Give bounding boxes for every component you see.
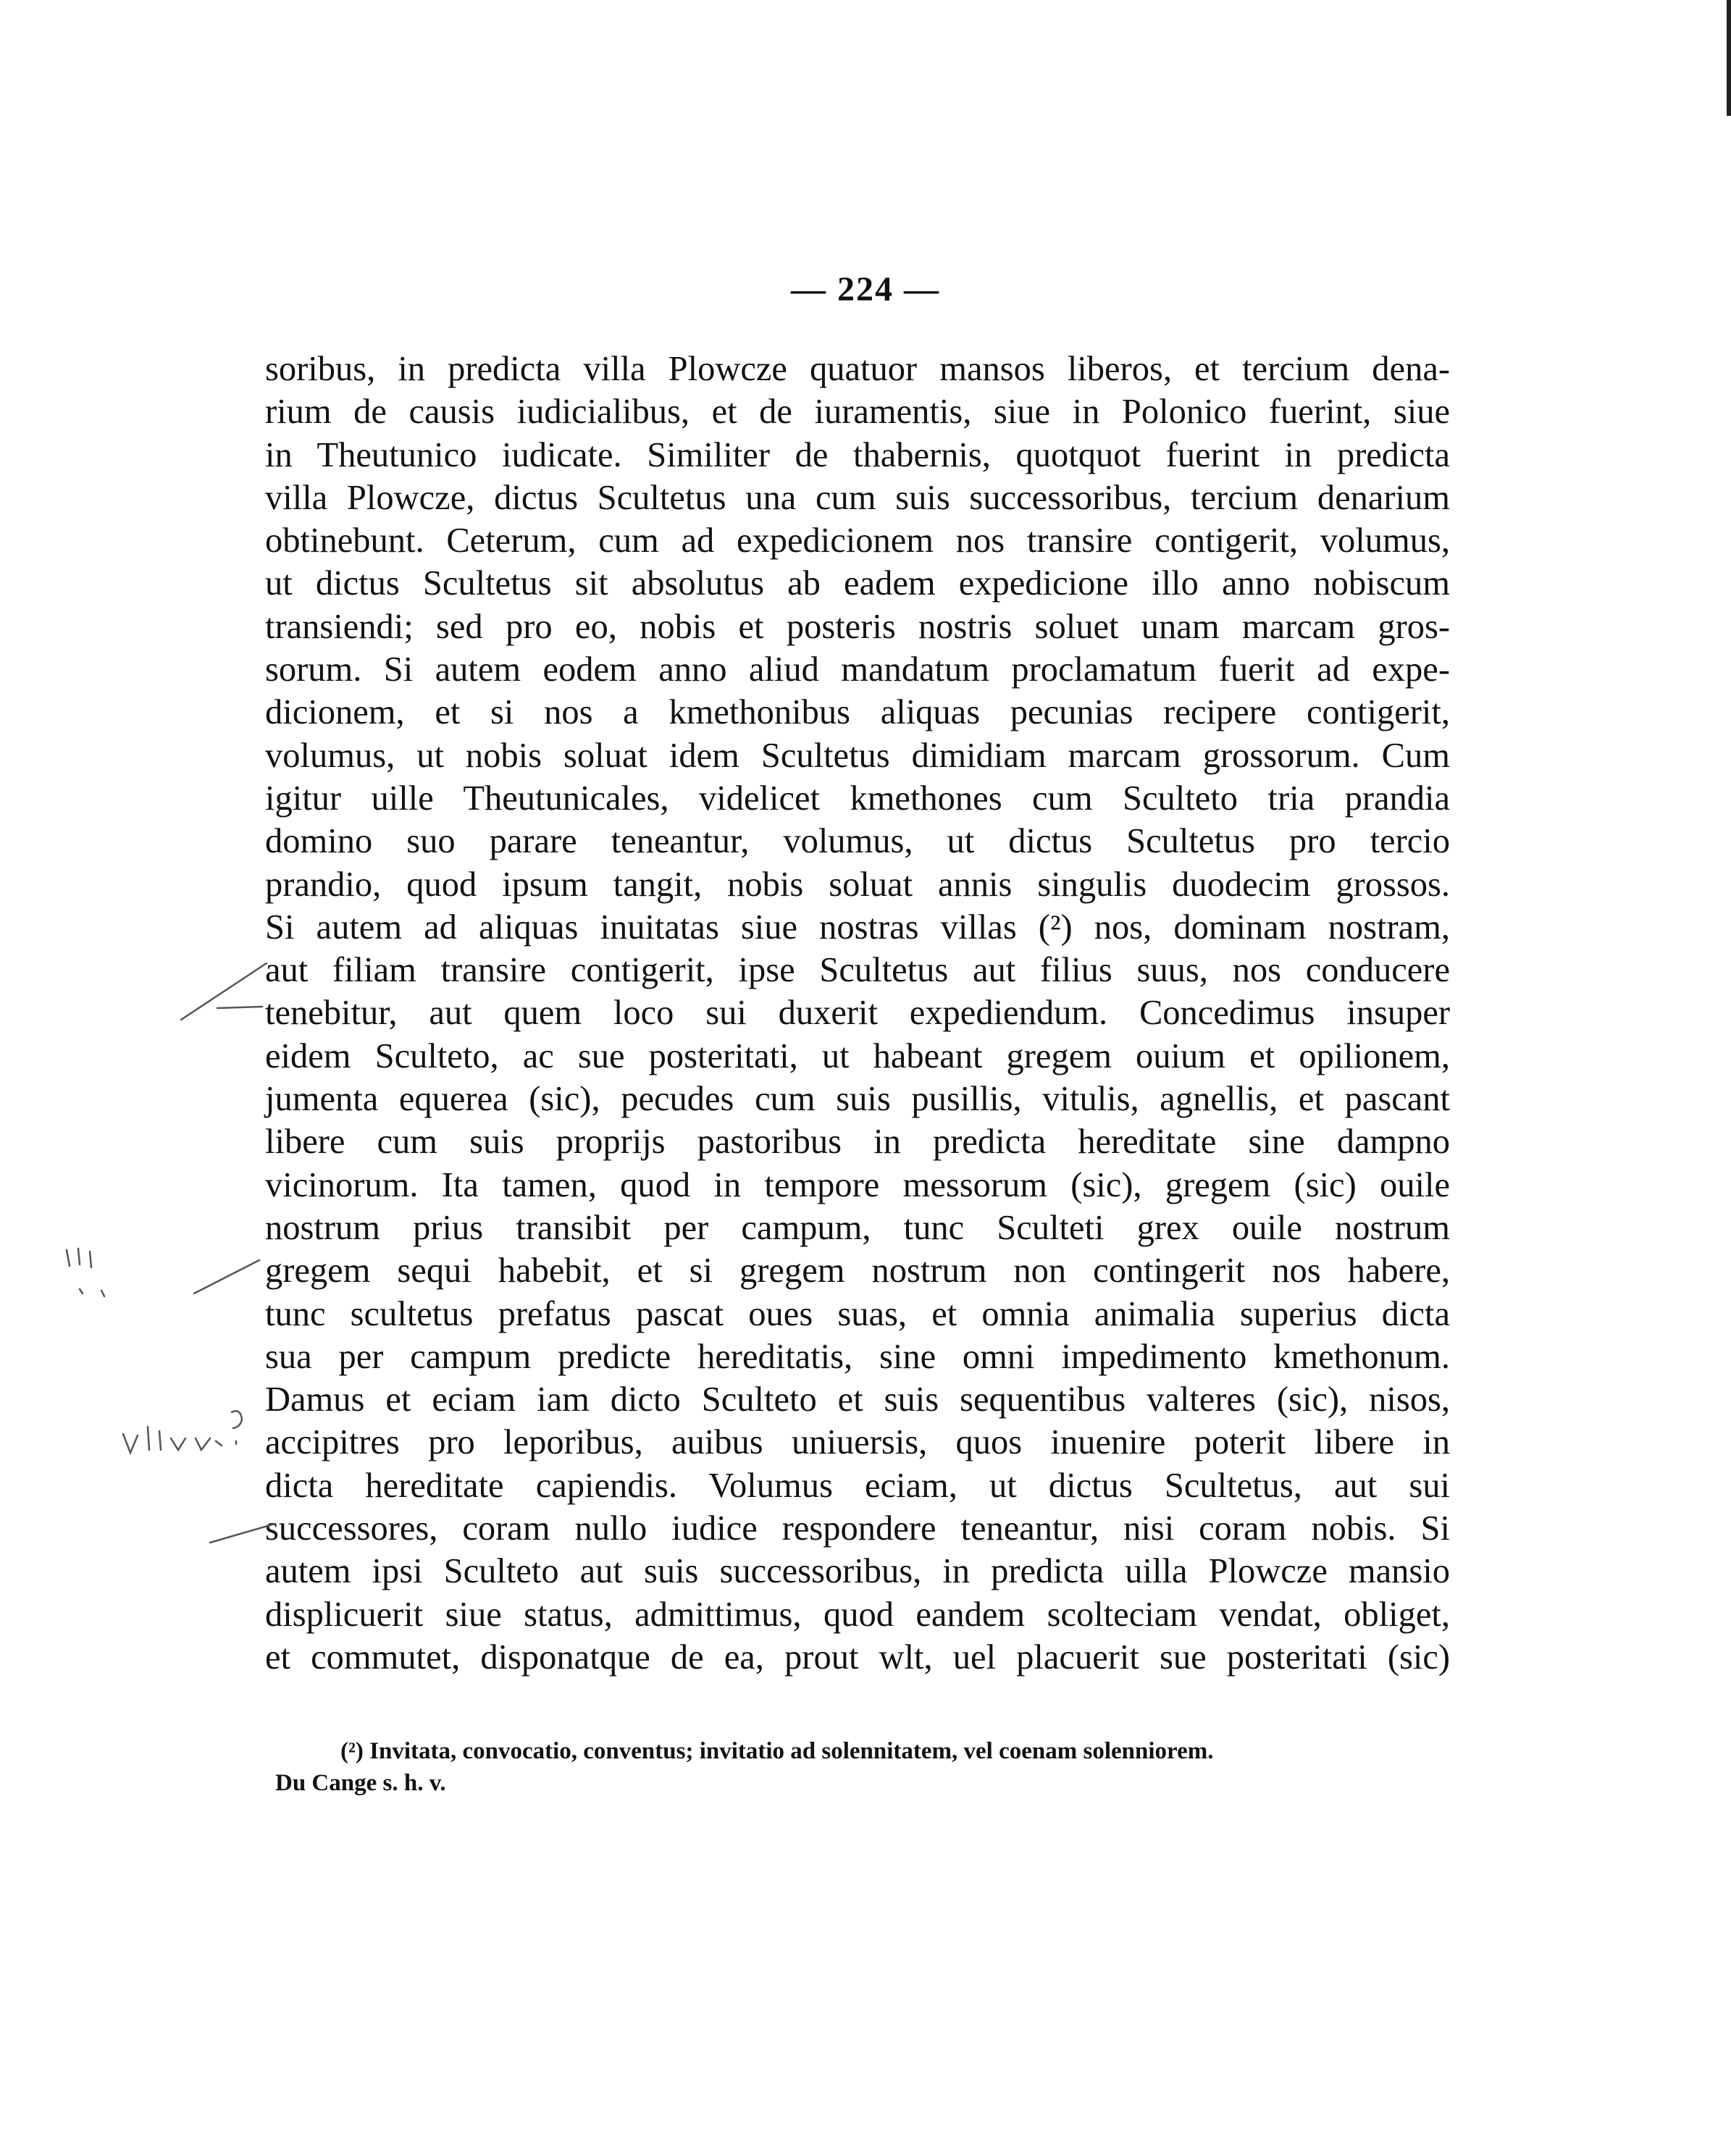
- pencil-stroke: [123, 1411, 242, 1453]
- text-line: volumus, ut nobis soluat idem Scultetus dimidiam marcam grossorum. Cum: [265, 736, 1450, 775]
- text-line: ut dictus Scultetus sit absolutus ab eadem expedicione illo anno nobiscum: [265, 564, 1450, 603]
- pencil-stroke: [67, 1249, 91, 1267]
- text-line: igitur uille Theutunicales, videlicet kmethones cum Sculteto tria prandia: [265, 779, 1450, 818]
- pencil-stroke: [217, 1007, 262, 1008]
- text-line: libere cum suis proprijs pastoribus in predicta hereditate sine dampno: [265, 1123, 1450, 1162]
- body-text: [265, 348, 1450, 1679]
- text-line: Damus et eciam iam dicto Sculteto et suis sequentibus valteres (sic), nisos,: [265, 1380, 1450, 1419]
- text-line: prandio, quod ipsum tangit, nobis soluat annis singulis duodecim grossos.: [265, 865, 1450, 904]
- text-line: displicuerit siue status, admittimus, quod eandem scolteciam vendat, obliget,: [265, 1595, 1450, 1634]
- text-line: gregem sequi habebit, et si gregem nostrum non contingerit nos habere,: [265, 1251, 1450, 1291]
- text-line: vicinorum. Ita tamen, quod in tempore messorum (sic), gregem (sic) ouile: [265, 1165, 1450, 1204]
- text-line: et commutet, disponatque de ea, prout wlt, uel placuerit sue posteritati (sic): [265, 1637, 1450, 1677]
- text-line: obtinebunt. Ceterum, cum ad expedicionem nos transire contigerit, volumus,: [265, 521, 1450, 561]
- text-line: transiendi; sed pro eo, nobis et posteris nostris soluet unam marcam gros-: [265, 607, 1450, 646]
- margin-pencil-marks: [0, 0, 275, 2156]
- footnote: [275, 1735, 1463, 1799]
- text-line: jumenta equerea (sic), pecudes cum suis pusillis, vitulis, agnellis, et pascant: [265, 1080, 1450, 1119]
- text-line: in Theutunico iudicate. Similiter de thabernis, quotquot fuerint in predicta: [265, 435, 1450, 474]
- text-line: eidem Sculteto, ac sue posteritati, ut habeant gregem ouium et opilionem,: [265, 1036, 1450, 1075]
- text-line: dicta hereditate capiendis. Volumus eciam, ut dictus Scultetus, aut sui: [265, 1466, 1450, 1505]
- text-line: successores, coram nullo iudice respondere teneantur, nisi coram nobis. Si: [265, 1509, 1450, 1548]
- text-line: rium de causis iudicialibus, et de iuramentis, siue in Polonico fuerint, siue: [265, 393, 1450, 432]
- text-line: nostrum prius transibit per campum, tunc Sculteti grex ouile nostrum: [265, 1208, 1450, 1247]
- pencil-stroke: [210, 1524, 275, 1543]
- scan-edge-shadow: [1724, 0, 1731, 116]
- text-line: soribus, in predicta villa Plowcze quatuor mansos liberos, et tercium dena-: [265, 350, 1450, 388]
- text-line: sua per campum predicte hereditatis, sine omni impedimento kmethonum.: [265, 1337, 1450, 1376]
- footnote-line: Du Cange s. h. v.: [275, 1770, 446, 1796]
- text-line: domino suo parare teneantur, volumus, ut dictus Scultetus pro tercio: [265, 822, 1450, 861]
- text-line: autem ipsi Sculteto aut suis successoribus, in predicta uilla Plowcze mansio: [265, 1552, 1450, 1591]
- text-line: accipitres pro leporibus, auibus uniuersis, quos inuenire poterit libere in: [265, 1423, 1450, 1462]
- text-line: tunc scultetus prefatus pascat oues suas, et omnia animalia superius dicta: [265, 1294, 1450, 1333]
- text-line: villa Plowcze, dictus Scultetus una cum suis successoribus, tercium denarium: [265, 478, 1450, 517]
- text-line: Si autem ad aliquas inuitatas siue nostras villas (²) nos, dominam nostram,: [265, 907, 1450, 947]
- pencil-stroke: [181, 963, 267, 1020]
- text-line: sorum. Si autem eodem anno aliud mandatum proclamatum fuerit ad expe-: [265, 650, 1450, 689]
- text-line: dicionem, et si nos a kmethonibus aliquas pecunias recipere contigerit,: [265, 693, 1450, 732]
- text-line: tenebitur, aut quem loco sui duxerit expediendum. Concedimus insuper: [265, 994, 1450, 1033]
- pencil-stroke: [194, 1260, 259, 1293]
- text-line: aut filiam transire contigerit, ipse Scultetus aut filius suus, nos conducere: [265, 951, 1450, 990]
- footnote-line: (²) Invitata, convocatio, conventus; invitatio ad solennitatem, vel coenam solenniorem.: [340, 1738, 1214, 1764]
- pencil-stroke: [80, 1289, 104, 1296]
- page-number: — 224 —: [791, 270, 940, 309]
